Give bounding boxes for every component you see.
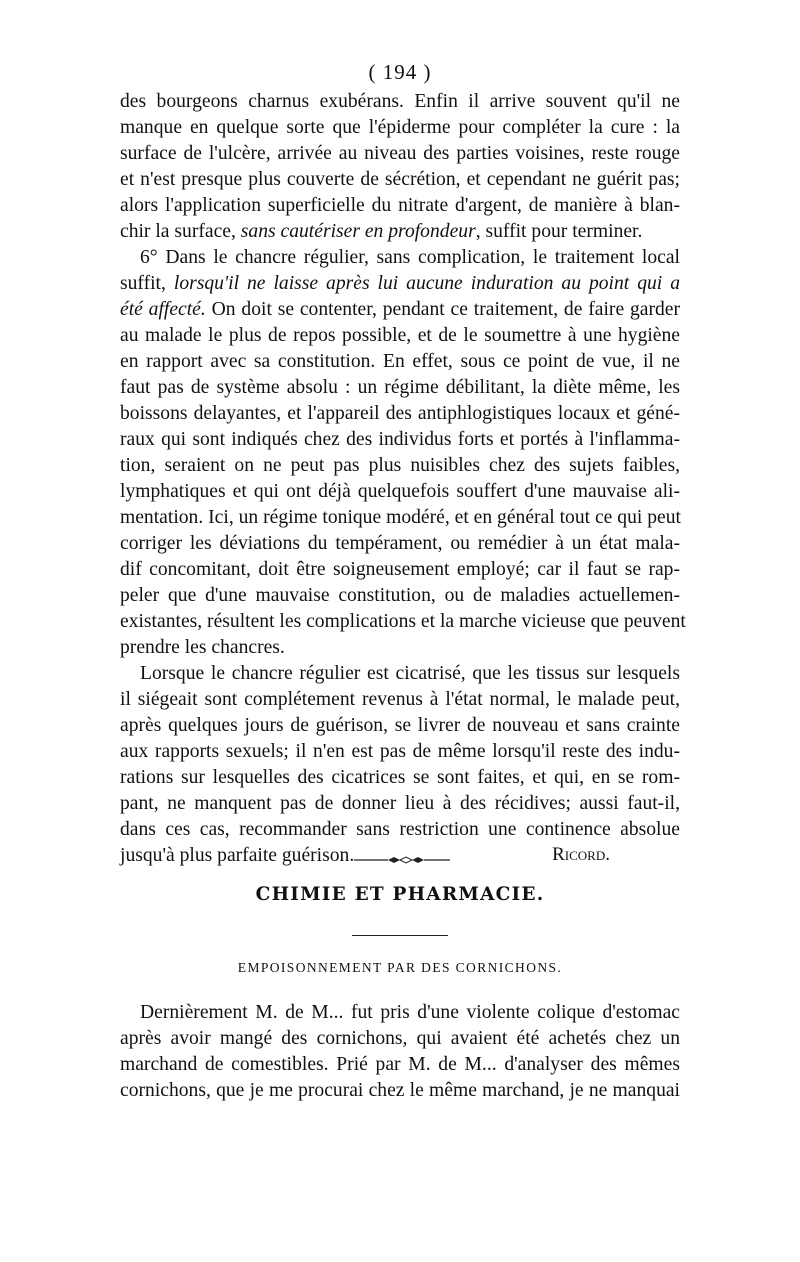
text-line: existantes, résultent les complications et la marche vicieuse que peuvent (120, 611, 686, 632)
italic-run: lorsqu'il ne laisse après lui aucune induration au point qui a (173, 273, 680, 294)
text-line: prendre les chancres. (120, 637, 285, 658)
page-number: ( 194 ) (368, 60, 432, 84)
text-line: raux qui sont indiqués chez des individus forts et portés à l'inflamma- (120, 429, 680, 450)
text-line: tion, seraient on ne peut pas plus nuisibles chez des sujets faibles, (120, 455, 680, 476)
text-line: corriger les déviations du tempérament, ou remédier à un état mala- (120, 533, 680, 554)
article-title: EMPOISONNEMENT PAR DES CORNICHONS. (237, 960, 563, 975)
text-line (120, 297, 680, 323)
section-title: CHIMIE ET PHARMACIE. (255, 884, 545, 905)
section-rule (352, 935, 448, 936)
text-run: On doit se contenter, pendant ce traitement, de faire garder (205, 299, 681, 320)
text-line: rations sur lesquelles des cicatrices se sont faites, et qui, en se rom- (120, 767, 680, 788)
text-line: dif concomitant, doit être soigneusement employé; car il faut se rap- (120, 559, 680, 580)
text-line: jusqu'à plus parfaite guérison. (120, 845, 355, 866)
text-line: aux rapports sexuels; il n'en est pas de même lorsqu'il reste des indu- (120, 741, 680, 762)
text-line: marchand de comestibles. Prié par M. de M... d'analyser des mêmes (120, 1054, 680, 1075)
text-line: et n'est presque plus couverte de sécrétion, et cependant ne guérit pas; (120, 169, 680, 190)
text-line: alors l'application superficielle du nitrate d'argent, de manière à blan- (120, 195, 680, 216)
text-line: en rapport avec sa constitution. En effet, sous ce point de vue, il ne (120, 351, 680, 372)
text-line: Dernièrement M. de M... fut pris d'une violente colique d'estomac (140, 1002, 680, 1023)
italic-run: été affecté. (120, 299, 206, 320)
text-line (120, 271, 680, 297)
text-line: manque en quelque sorte que l'épiderme pour compléter la cure : la (120, 117, 680, 138)
text-line: mentation. Ici, un régime tonique modéré, et en général tout ce qui peut (120, 507, 681, 528)
text-line: cornichons, que je me procurai chez le même marchand, je ne manquai (120, 1080, 680, 1101)
text-line (120, 219, 680, 245)
text-line: 6° Dans le chancre régulier, sans complication, le traitement local (140, 247, 680, 268)
text-run: chir la surface, (120, 221, 241, 242)
author-signature: Ricord. (552, 844, 610, 865)
text-line: il siégeait sont complétement revenus à l'état normal, le malade peut, (120, 689, 680, 710)
text-line: pant, ne manquent pas de donner lieu à des récidives; aussi faut-il, (120, 793, 680, 814)
text-line: Lorsque le chancre régulier est cicatrisé, que les tissus sur lesquels (140, 663, 680, 684)
text-line: peler que d'une mauvaise constitution, ou de maladies actuellemen- (120, 585, 680, 606)
text-line: surface de l'ulcère, arrivée au niveau des parties voisines, reste rouge (120, 143, 680, 164)
text-line: au malade le plus de repos possible, et de le soumettre à une hygiène (120, 325, 680, 346)
ornament-divider (354, 853, 450, 867)
text-line: après avoir mangé des cornichons, qui avaient été achetés chez un (120, 1028, 680, 1049)
text-line: après quelques jours de guérison, se livrer de nouveau et sans crainte (120, 715, 680, 736)
text-run: suffit, (120, 273, 174, 294)
text-line: des bourgeons charnus exubérans. Enfin il arrive souvent qu'il ne (120, 91, 680, 112)
text-line: faut pas de système absolu : un régime débilitant, la diète même, les (120, 377, 680, 398)
italic-run: sans cautériser en profondeur (240, 221, 476, 242)
text-run: , suffit pour terminer. (475, 221, 643, 242)
text-line: lymphatiques et qui ont déjà quelquefois souffert d'une mauvaise ali- (120, 481, 680, 502)
text-line: dans ces cas, recommander sans restriction une continence absolue (120, 819, 680, 840)
text-line: boissons delayantes, et l'appareil des antiphlogistiques locaux et géné- (120, 403, 680, 424)
